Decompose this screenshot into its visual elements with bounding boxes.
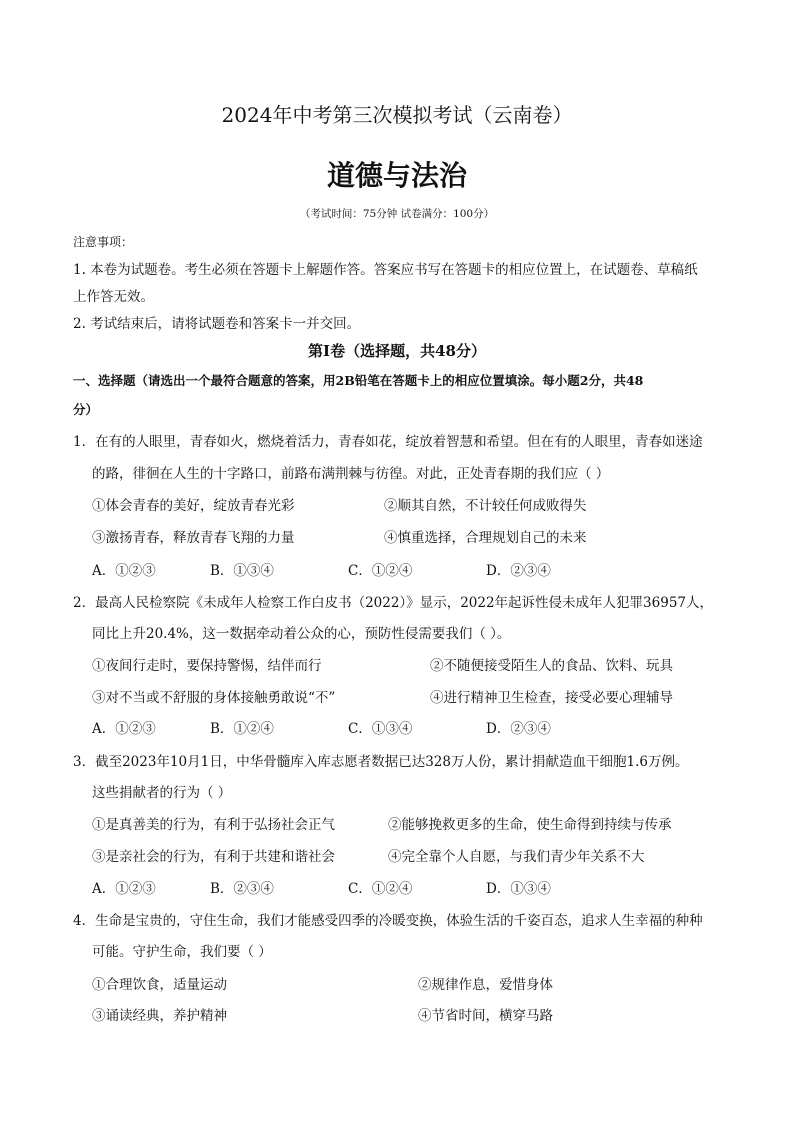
exam-title: 2024年中考第三次模拟考试（云南卷）: [221, 103, 573, 127]
question-3-stem-line-1: 3．截至2023年10月1日，中华骨髓库入库志愿者数据已达328万人份，累计捐献造血干细胞1.6万例。: [73, 754, 689, 770]
subject-title: 道德与法治: [326, 159, 467, 192]
question-1-option-3: ③激扬青春，释放青春飞翔的力量: [92, 530, 295, 546]
question-1-choice-c: C．①②④: [348, 563, 413, 579]
question-1-stem-line-2: 的路，徘徊在人生的十字路口，前路布满荆棘与彷徨。对此，正处青春期的我们应（ ）: [92, 466, 610, 482]
question-4-option-4: ④节省时间，横穿马路: [418, 1008, 553, 1024]
notice-item-2: 2. 考试结束后，请将试题卷和答案卡一并交回。: [73, 316, 361, 332]
question-4-stem-line-1: 4．生命是宝贵的，守住生命，我们才能感受四季的冷暖变换，体验生活的千姿百态，追求人生幸福的种种: [73, 913, 703, 929]
section-instruction-line-2: 分）: [73, 402, 99, 417]
question-1-choice-d: D．②③④: [486, 563, 551, 579]
question-1-stem-line-1: 1．在有的人眼里，青春如火，燃烧着活力，青春如花，绽放着智慧和希望。但在有的人眼里，青春如迷途: [73, 434, 703, 450]
question-3-stem-line-2: 这些捐献者的行为（ ）: [92, 785, 232, 801]
question-1-option-1: ①体会青春的美好，绽放青春光彩: [92, 498, 295, 514]
section-title: 第Ⅰ卷（选择题，共48分）: [308, 342, 486, 360]
question-2-option-3: ③对不当或不舒服的身体接触勇敢说“不”: [92, 690, 336, 706]
question-4-option-3: ③诵读经典，养护精神: [92, 1008, 227, 1024]
question-2-choice-a: A．①②③: [92, 721, 156, 737]
question-3-option-2: ②能够挽救更多的生命，使生命得到持续与传承: [388, 817, 672, 833]
notice-item-1-line-2: 上作答无效。: [73, 289, 154, 305]
question-4-option-2: ②规律作息，爱惜身体: [418, 977, 553, 993]
question-2-stem-line-2: 同比上升20.4%，这一数据牵动着公众的心，预防性侵需要我们（ ）。: [92, 626, 511, 642]
notice-heading: 注意事项：: [73, 235, 134, 249]
question-3-option-4: ④完全靠个人自愿，与我们青少年关系不大: [388, 849, 645, 865]
question-3-option-3: ③是亲社会的行为，有利于共建和谐社会: [92, 849, 335, 865]
question-3-choice-b: B．②③④: [210, 881, 274, 897]
notice-item-1-line-1: 1. 本卷为试题卷。考生必须在答题卡上解题作答。答案应书写在答题卡的相应位置上，在试题卷、草稿纸: [73, 262, 698, 278]
question-4-stem-line-2: 可能。守护生命，我们要（ ）: [92, 944, 272, 960]
question-2-option-4: ④进行精神卫生检查，接受必要心理辅导: [430, 690, 673, 706]
question-1-choice-a: A．①②③: [92, 563, 156, 579]
question-1-option-2: ②顺其自然，不计较任何成败得失: [384, 498, 587, 514]
question-2-choice-d: D．②③④: [486, 721, 551, 737]
question-3-choice-a: A．①②③: [92, 881, 156, 897]
question-3-choice-d: D．①③④: [486, 881, 551, 897]
question-2-option-2: ②不随便接受陌生人的食品、饮料、玩具: [430, 658, 673, 674]
question-4-option-1: ①合理饮食，适量运动: [92, 977, 227, 993]
question-2-option-1: ①夜间行走时，要保持警惕，结伴而行: [92, 658, 322, 674]
question-2-stem-line-1: 2．最高人民检察院《未成年人检察工作白皮书（2022）》显示，2022年起诉性侵未成年人犯罪36957人，: [73, 595, 713, 611]
question-3-choice-c: C．①②④: [348, 881, 413, 897]
question-2-choice-b: B．①②④: [210, 721, 274, 737]
question-1-option-4: ④慎重选择，合理规划自己的未来: [384, 530, 587, 546]
question-2-choice-c: C．①③④: [348, 721, 413, 737]
exam-info: （考试时间：75分钟 试卷满分：100分）: [299, 208, 495, 220]
question-1-choice-b: B．①③④: [210, 563, 274, 579]
question-3-option-1: ①是真善美的行为，有利于弘扬社会正气: [92, 817, 335, 833]
section-instruction-line-1: 一、选择题（请选出一个最符合题意的答案，用2B铅笔在答题卡上的相应位置填涂。每小题2分，共48: [73, 373, 644, 388]
